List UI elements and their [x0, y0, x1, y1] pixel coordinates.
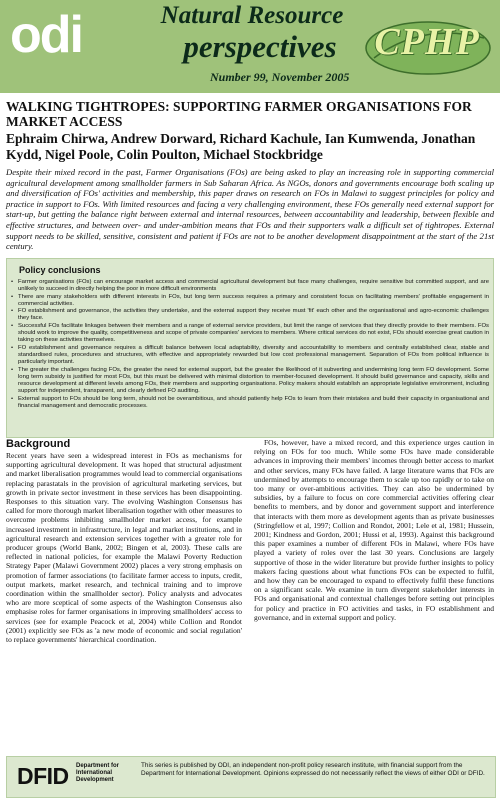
background-column-2 — [254, 438, 494, 622]
policy-item: • Successful FOs facilitate linkages between their members and a range of external service providers, but limit the range of services that they directly provide to their members. FOs should work to improve the quality, competitiveness and scope of private companies' services to members. Where critical services do not exist, FOs should exercise great caution in taking on these activities themselves. — [11, 323, 489, 345]
cphp-logo-text: CPHP — [374, 21, 480, 63]
dfid-logo-subtitle: Department for International Development — [76, 763, 120, 783]
policy-conclusions-box — [6, 258, 494, 438]
article-title: WALKING TIGHTROPES: SUPPORTING FARMER ORGANISATIONS FOR MARKET ACCESS — [6, 99, 472, 129]
dfid-logo[interactable]: DFID — [17, 763, 69, 789]
background-paragraph: FOs, however, have a mixed record, and this experience urges caution in relying on FOs for too much. While some FOs have made considerable advances in improving their members' incomes through better access to market and other services, many FOs have failed. A large literature warns that FOs are undermined by attempts to encourage them to scale up too rapidly or to take on too many or over-ambitious activities. They can also be undermined by subsidies, by a failure to focus on core commercial activities offering clear benefits to members, and by donor and government support and interference that interacts with them more as development agents than as private businesses (Stringfellow et al, 1997; Collion and Rondot, 2001; Lele et al, 1981; Hussein, 2001; Kindness and Gordon, 2001; Hussi et al, 1993). Against this background this paper examines a number of different FOs in Malawi, where FOs have played a variety of roles over the last 30 years. Conclusions are largely supportive of those in the wider literature but provide further insights to policy makers facing questions about what functions FOs can be expected to fulfil, and how they can be encouraged to expand to effectively fulfil these functions on a significant scale. We examine in turn divergent stakeholder interests in FOs and organisational and contextual challenges before setting out principles for policy and practice in FO activities and tasks, in FO establishment and governance, and in external support and policy. — [254, 438, 494, 622]
policy-list — [11, 279, 489, 410]
background-column-1 — [6, 451, 242, 644]
policy-item: • External support to FOs should be long term, should not be overambitious, and should patiently help FOs to learn from their mistakes and build their capacity in organisational and financial management and democratic processes. — [11, 396, 489, 411]
policy-item: • The greater the challenges facing FOs, the greater the need for external support, but the greater the likelihood of it subverting and undermining long term FO development. Some long term subsidy is justified for most FOs, but this must be delivered with minimal distortion to member-focused development. It should build governance and capacity, skills and resource development at different levels among FOs, their members and supporting organisations. Policy makers should establish an appropriate legislative environment, including support for independent, transparent, and clearly defined FO auditing. — [11, 367, 489, 396]
footer-note: This series is published by ODI, an independent non-profit policy research institute, with financial support from the Department for International Development. Opinions expressed do not necessarily reflect the views of either ODI or DFID. — [141, 762, 485, 778]
background-heading: Background — [6, 438, 71, 450]
policy-item: • FO establishment and governance, the activities they undertake, and the external support they receive must 'fit' each other and the organisational and agro-economic challenges they face. — [11, 308, 489, 323]
odi-logo-text: odi — [10, 6, 82, 64]
article-authors: Ephraim Chirwa, Andrew Dorward, Richard Kachule, Ian Kumwenda, Jonathan Kydd, Nigel Poole, Colin Poulton, Michael Stockbridge — [6, 131, 476, 162]
background-paragraph: Recent years have seen a widespread interest in FOs as mechanisms for supporting agricultural development. It was hoped that structural adjustment and market liberalisation programmes would lead to commercial organisations replacing parastatals in the provision of agricultural marketing services, but growth in private sector investment in these services has been disappointing. Responses to this situation vary. The evolving Washington Consensus has called for more thorough market liberalisation together with other measures to overcome problems inhibiting smallholder market access, for example increased investment in infrastructure, in legal and market institutions, and in agricultural research and extension services together with a greater role for producer groups (World Bank, 2002; Bingen et al, 2003). These calls are reflected in national policies, for example the Malawi Poverty Reduction Strategy Paper (Malawi Government 2002) places a very strong emphasis on promotion of farmer associations (to facilitate farmer access to inputs, credit, output markets, market research, and technical training and to improve coordination within the smallholder sector). Policy analysts and advocates who are more sceptical of some aspects of the Washington Consensus also emphasise roles for farmer organisations in improving smallholders' access to services (see for example Peacock et al, 2004) while Collion and Rondot (2001) explicitly see FOs as 'a new mode of economic and social regulation' to replace governments' hierarchical coordination. — [6, 451, 242, 645]
policy-item: • There are many stakeholders with different interests in FOs, but long term success requires a primary and consistent focus on facilitating members' profitable engagement in commercial activities. — [11, 294, 489, 309]
series-title: Natural Resource — [160, 2, 344, 29]
masthead — [0, 0, 500, 93]
issue-number: Number 99, November 2005 — [210, 70, 350, 84]
policy-item: • Farmer organisations (FOs) can encourage market access and commercial agricultural development but face many challenges, require sensitive but committed support, and are unlikely to succeed in directly helping the poor in more difficult environments — [11, 279, 489, 294]
footer-box — [6, 756, 496, 798]
odi-logo[interactable] — [6, 6, 86, 64]
policy-heading: Policy conclusions — [19, 265, 101, 275]
article-abstract: Despite their mixed record in the past, Farmer Organisations (FOs) are being asked to play an increasing role in supporting commercial agricultural development among smallholder farmers in Sub Saharan Africa. As NGOs, donors and governments encourage both scaling up and diversification of FOs' activities and membership, this paper draws on research on FOs in Malawi to suggest principles for policy and practice in support to FOs. With limited resources and facing a very challenging environment, these FOs generally need external support for start-up, but getting the balance right between external and internal resources, between accountability and leadership, between flexible and effective structures, and between over- and under-ambition means that FOs and their supporters walk a difficult set of tightropes. External support needs to be skilled, sensitive, consistent and patient if FOs are not to be another development disappointment at the start of the 21st century. — [6, 167, 494, 252]
series-subtitle: perspectives — [183, 29, 337, 64]
policy-item: • FO establishment and governance requires a difficult balance between local adaptability, diversity and accountability to members and centrally established clear, stable and standardised rules, procedures and structures, with effective and appropriately rewarded but low cost professional management. Separation of FOs from political influence is particularly important. — [11, 345, 489, 367]
cphp-logo[interactable] — [362, 14, 492, 78]
